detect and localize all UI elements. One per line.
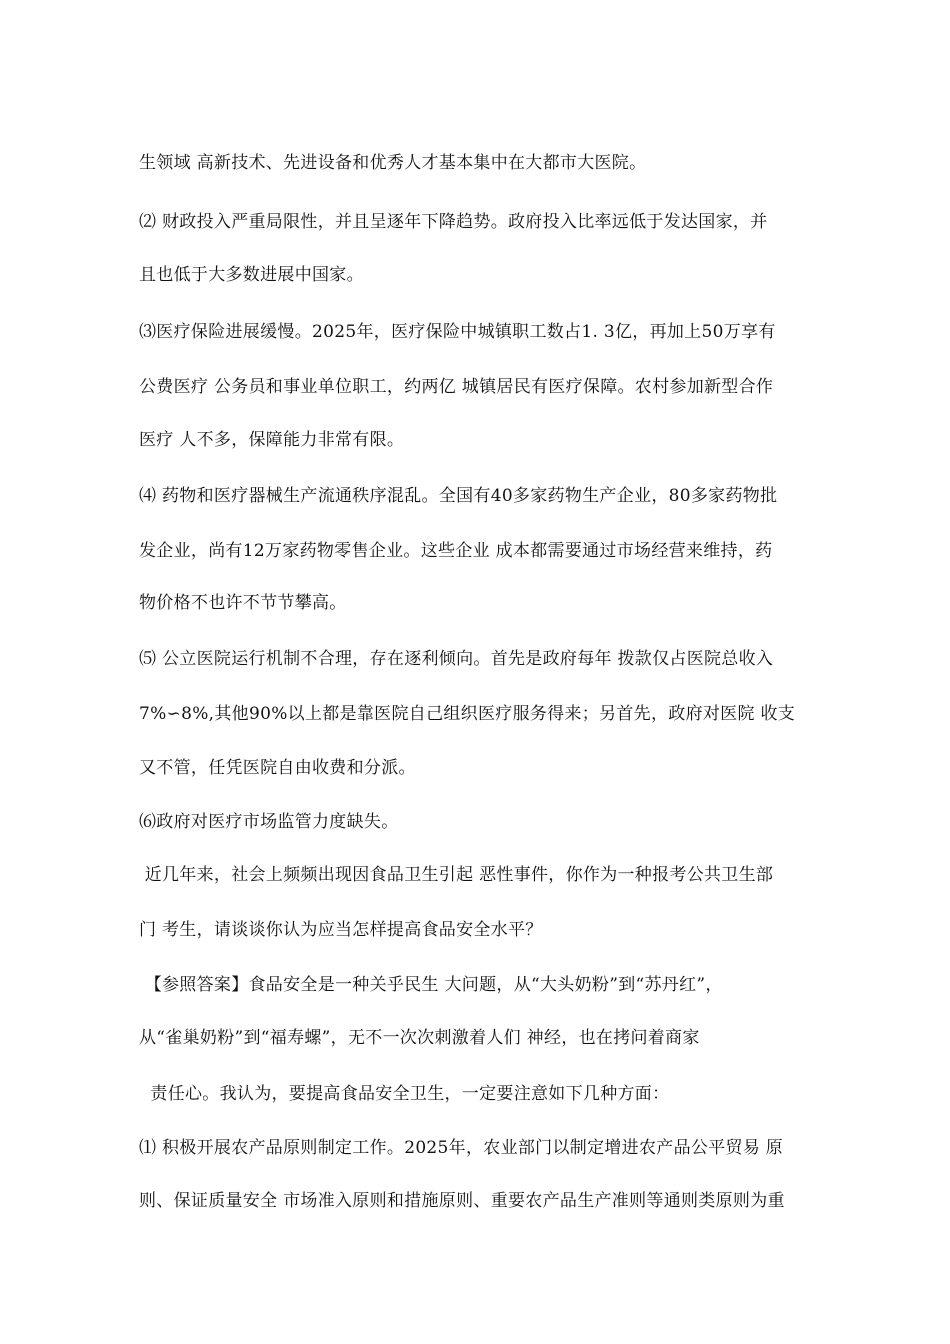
text-line: 门 考生，请谈谈你认为应当怎样提高食品安全水平？ (139, 920, 543, 940)
text-line: ⑷ 药物和医疗器械生产流通秩序混乱。全国有40多家药物生产企业，80多家药物批 (139, 486, 778, 506)
text-line: 近几年来，社会上频频出现因食品卫生引起 恶性事件，你作为一种报考公共卫生部 (139, 865, 774, 885)
text-line: 又不管，任凭医院自由收费和分派。 (139, 758, 416, 778)
text-line: 发企业，尚有12万家药物零售企业。这些企业 成本都需要通过市场经营来维持，药 (139, 541, 773, 561)
text-line: 7%∽8%,其他90%以上都是靠医院自己组织医疗服务得来；另首先，政府对医院 收支 (139, 704, 796, 724)
text-line: ⑸ 公立医院运行机制不合理，存在逐利倾向。首先是政府每年 拨款仅占医院总收入 (139, 649, 774, 669)
text-line: 物价格不也许不节节攀高。 (139, 593, 347, 613)
text-line: ⑹政府对医疗市场监管力度缺失。 (139, 812, 399, 832)
text-line: 公费医疗 公务员和事业单位职工，约两亿 城镇居民有医疗保障。农村参加新型合作 (139, 377, 774, 397)
text-line: 则、保证质量安全 市场准入原则和措施原则、重要农产品生产准则等通则类原则为重 (139, 1191, 785, 1211)
text-line: 且也低于大多数进展中国家。 (139, 265, 364, 285)
text-line: 生领域 高新技术、先进设备和优秀人才基本集中在大都市大医院。 (139, 153, 647, 173)
text-line: 责任心。我认为，要提高食品安全卫生，一定要注意如下几种方面： (139, 1084, 670, 1104)
text-line: ⑴ 积极开展农产品原则制定工作。2025年，农业部门以制定增进农产品公平贸易 原 (139, 1138, 784, 1158)
text-line: 从“雀巢奶粉”到“福寿螺”，无不一次次刺激着人们 神经，也在拷问着商家 (139, 1028, 700, 1048)
text-line: ⑶医疗保险进展缓慢。2025年，医疗保险中城镇职工数占1. 3亿，再加上50万享有 (139, 322, 776, 342)
text-line: 【参照答案】食品安全是一种关乎民生 大问题，从“大头奶粉”到“苏丹红”， (139, 975, 723, 995)
text-line: ⑵ 财政投入严重局限性，并且呈逐年下降趋势。政府投入比率远低于发达国家，并 (139, 212, 768, 232)
text-line: 医疗 人不多，保障能力非常有限。 (139, 430, 405, 450)
